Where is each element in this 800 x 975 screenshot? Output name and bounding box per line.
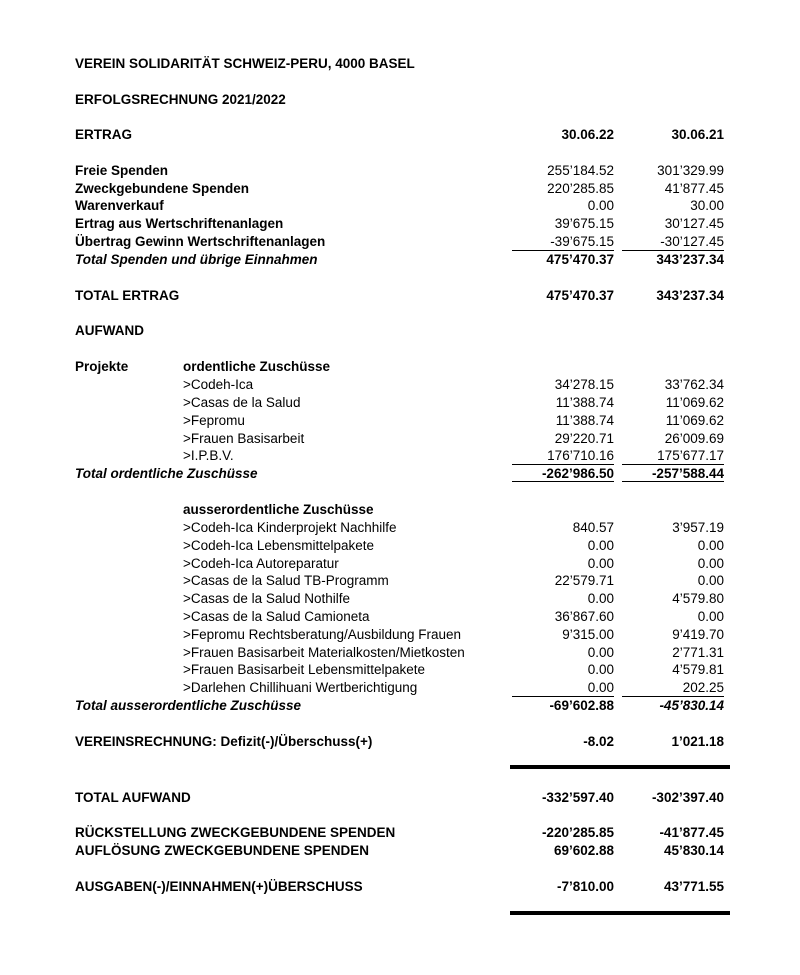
project-label: >Fepromu Rechtsberatung/Ausbildung Frauen [183,627,462,642]
subtotal-rule [622,464,724,465]
ergebnis-label: AUSGABEN(-)/EINNAHMEN(+)ÜBERSCHUSS [75,879,363,894]
total-aufwand-2022: -332’597.40 [541,790,614,805]
aufloesung-label: AUFLÖSUNG ZWECKGEBUNDENE SPENDEN [75,843,370,858]
ertrag-heading: ERTRAG [75,127,132,142]
ertrag-row-value-2021: -30’127.45 [660,234,724,249]
subtotal-rule [622,250,724,251]
subtotal-rule [622,696,724,697]
subtotal-underline [622,481,724,482]
ertrag-row-value-2022: 220’285.85 [547,181,614,196]
ertrag-row-value-2022: -39’675.15 [550,234,614,249]
project-value-2021: 4’579.80 [672,591,724,606]
rueckstellung-label: RÜCKSTELLUNG ZWECKGEBUNDENE SPENDEN [75,825,396,840]
project-label: >Codeh-Ica Kinderprojekt Nachhilfe [183,520,397,535]
project-value-2022: 0.00 [587,662,614,677]
ertrag-total-2021: 343’237.34 [656,252,724,267]
ordentliche-total-2021: -257’588.44 [651,466,724,481]
project-label: >Codeh-Ica [183,377,254,392]
project-value-2022: 9’315.00 [562,627,614,642]
ertrag-row-label: Warenverkauf [75,198,164,213]
ergebnis-2021: 43’771.55 [663,879,724,894]
project-value-2022: 29’220.71 [554,431,614,446]
project-value-2021: 0.00 [697,556,724,571]
project-value-2021: 2’771.31 [672,645,724,660]
ordentliche-total-2022: -262’986.50 [541,466,614,481]
project-value-2022: 36’867.60 [554,609,614,624]
project-value-2021: 33’762.34 [664,377,724,392]
ertrag-row-value-2022: 255’184.52 [547,163,614,178]
ertrag-total-2022: 475’470.37 [546,252,614,267]
project-value-2021: 175’677.17 [657,448,724,463]
project-label: >Frauen Basisarbeit [183,431,305,446]
project-value-2021: 11’069.62 [665,395,724,410]
project-label: >Frauen Basisarbeit Lebensmittelpakete [183,662,426,677]
project-value-2021: 0.00 [697,609,724,624]
report-title: ERFOLGSRECHNUNG 2021/2022 [75,92,286,107]
rueckstellung-2021: -41’877.45 [659,825,724,840]
ertrag-row-value-2021: 30.00 [690,198,724,213]
aufloesung-2021: 45’830.14 [663,843,724,858]
project-value-2022: 0.00 [587,645,614,660]
column-header-2022: 30.06.22 [561,127,614,142]
subtotal-underline [512,481,614,482]
subtotal-rule [512,464,614,465]
ertrag-row-label: Freie Spenden [75,163,169,178]
project-value-2022: 0.00 [587,538,614,553]
final-rule-thick [510,911,730,915]
total-ertrag-label: TOTAL ERTRAG [75,288,180,303]
projekte-label: Projekte [75,359,129,374]
ordentliche-total-label: Total ordentliche Zuschüsse [75,466,258,481]
project-value-2021: 0.00 [697,538,724,553]
project-value-2021: 9’419.70 [672,627,724,642]
project-label: >Codeh-Ica Lebensmittelpakete [183,538,374,553]
ausserordentliche-total-label: Total ausserordentliche Zuschüsse [75,698,302,713]
project-label: >Casas de la Salud [183,395,301,410]
project-value-2021: 26’009.69 [664,431,724,446]
ertrag-row-label: Zweckgebundene Spenden [75,181,250,196]
project-label: >Frauen Basisarbeit Materialkosten/Mietkosten [183,645,465,660]
project-label: >Casas de la Salud TB-Programm [183,573,389,588]
total-ertrag-2021: 343’237.34 [656,288,724,303]
project-value-2022: 34’278.15 [554,377,614,392]
organization-name: VEREIN SOLIDARITÄT SCHWEIZ-PERU, 4000 BASEL [75,56,415,71]
project-label: >Casas de la Salud Camioneta [183,609,370,624]
project-label: >Darlehen Chillihuani Wertberichtigung [183,680,418,695]
project-label: >I.P.B.V. [183,448,234,463]
project-value-2022: 0.00 [587,680,614,695]
ausserordentliche-total-2022: -69’602.88 [549,698,614,713]
project-value-2022: 11’388.74 [555,395,614,410]
ertrag-row-label: Übertrag Gewinn Wertschriftenanlagen [75,234,326,249]
subtotal-rule [512,250,614,251]
project-label: >Fepromu [183,413,245,428]
project-value-2022: 22’579.71 [554,573,614,588]
vereinsrechnung-2022: -8.02 [583,734,614,749]
rueckstellung-2022: -220’285.85 [541,825,614,840]
ordentliche-heading: ordentliche Zuschüsse [183,359,331,374]
total-aufwand-label: TOTAL AUFWAND [75,790,191,805]
project-label: >Casas de la Salud Nothilfe [183,591,350,606]
ertrag-row-value-2021: 41’877.45 [664,181,724,196]
project-value-2021: 11’069.62 [665,413,724,428]
subtotal-rule [512,696,614,697]
section-rule-thick [510,765,730,769]
column-header-2021: 30.06.21 [671,127,724,142]
ausserordentliche-heading: ausserordentliche Zuschüsse [183,502,374,517]
project-value-2021: 4’579.81 [672,662,724,677]
ergebnis-2022: -7’810.00 [556,879,614,894]
total-ertrag-2022: 475’470.37 [546,288,614,303]
project-value-2021: 0.00 [697,573,724,588]
ausserordentliche-total-2021: -45’830.14 [659,698,724,713]
ertrag-row-value-2021: 30’127.45 [664,216,724,231]
project-value-2022: 0.00 [587,591,614,606]
project-value-2021: 3’957.19 [672,520,724,535]
ertrag-row-value-2022: 39’675.15 [554,216,614,231]
ertrag-row-label: Ertrag aus Wertschriftenanlagen [75,216,284,231]
project-label: >Codeh-Ica Autoreparatur [183,556,339,571]
total-aufwand-2021: -302’397.40 [651,790,724,805]
aufloesung-2022: 69’602.88 [553,843,614,858]
project-value-2022: 176’710.16 [547,448,614,463]
ertrag-row-value-2021: 301’329.99 [657,163,724,178]
project-value-2021: 202.25 [682,680,724,695]
project-value-2022: 0.00 [587,556,614,571]
project-value-2022: 11’388.74 [555,413,614,428]
ertrag-row-value-2022: 0.00 [587,198,614,213]
project-value-2022: 840.57 [572,520,614,535]
aufwand-heading: AUFWAND [75,323,144,338]
vereinsrechnung-label: VEREINSRECHNUNG: Defizit(-)/Überschuss(+) [75,734,373,749]
ertrag-total-label: Total Spenden und übrige Einnahmen [75,252,318,267]
vereinsrechnung-2021: 1’021.18 [671,734,724,749]
